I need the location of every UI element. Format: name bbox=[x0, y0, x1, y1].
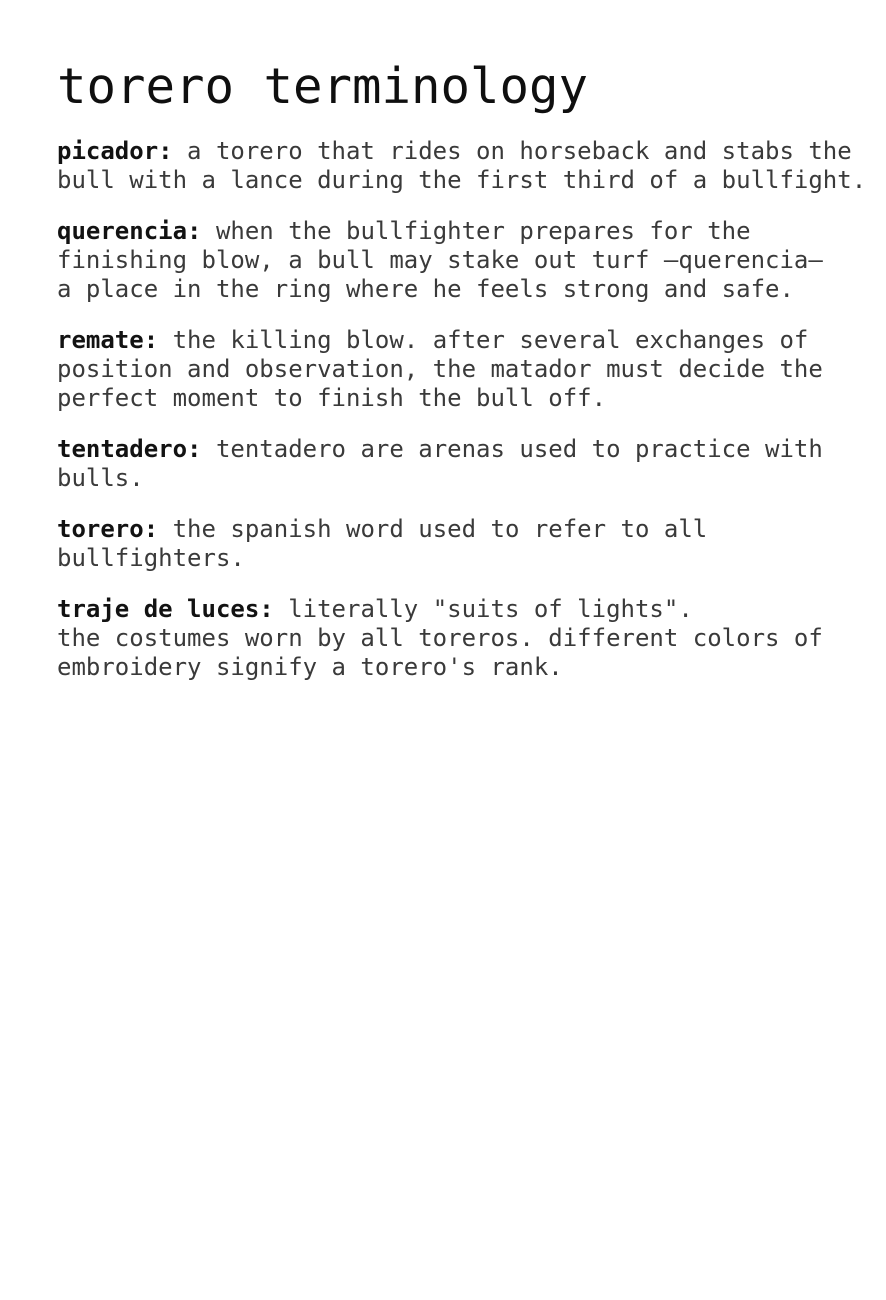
definition-text: a torero that rides on horseback and stabs the bull with a lance during the first third of a bullfight. bbox=[57, 136, 867, 194]
definition-text: literally "suits of lights". the costumes worn by all toreros. different colors of embroidery signify a torero's rank. bbox=[57, 594, 823, 681]
term-label: tentadero: bbox=[57, 434, 202, 463]
definition-entry bbox=[57, 515, 877, 573]
definition-entry bbox=[57, 326, 877, 413]
definition-text: the killing blow. after several exchanges of position and observation, the matador must decide the perfect moment to finish the bull off. bbox=[57, 325, 823, 412]
definition-entry bbox=[57, 435, 877, 493]
definition-text: when the bullfighter prepares for the finishing blow, a bull may stake out turf —querencia— a place in the ring where he feels strong and safe. bbox=[57, 216, 823, 303]
term-label: remate: bbox=[57, 325, 159, 354]
term-label: traje de luces: bbox=[57, 594, 274, 623]
term-label: torero: bbox=[57, 514, 159, 543]
page-title: torero terminology bbox=[57, 58, 589, 115]
definition-entry bbox=[57, 595, 877, 682]
term-label: querencia: bbox=[57, 216, 202, 245]
definition-text: tentadero are arenas used to practice with bulls. bbox=[57, 434, 823, 492]
term-label: picador: bbox=[57, 136, 173, 165]
definition-text: the spanish word used to refer to all bullfighters. bbox=[57, 514, 708, 572]
terminology-list bbox=[57, 137, 877, 682]
definition-entry bbox=[57, 217, 877, 304]
definition-entry bbox=[57, 137, 877, 195]
